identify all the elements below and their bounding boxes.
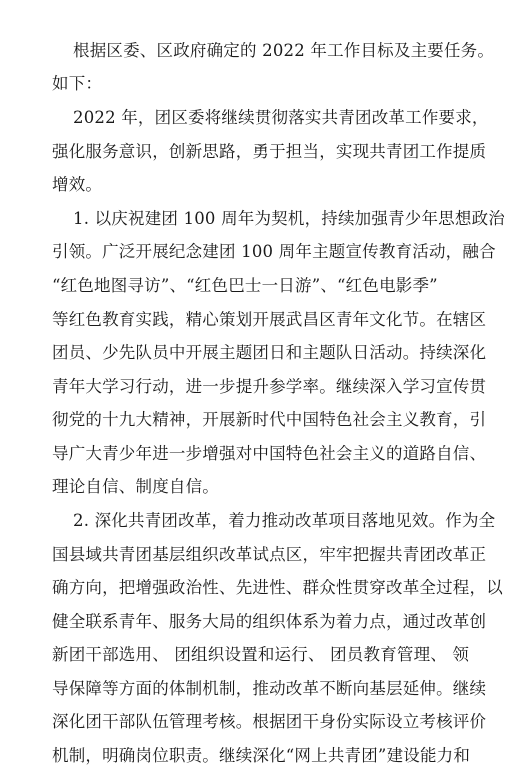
text-line: 等红色教育实践，精心策划开展武昌区青年文化节。在辖区	[52, 310, 487, 329]
text-line: 2022 年，团区委将继续贯彻落实共青团改革工作要求，	[73, 108, 489, 127]
text-line: 增效。	[52, 175, 103, 194]
text-line: 新团干部选用、 团组织设置和运行、 团员教育管理、 领	[52, 645, 470, 664]
text-line: 青年大学习行动，进一步提升参学率。继续深入学习宣传贯	[52, 377, 487, 396]
text-line: 团员、少先队员中开展主题团日和主题队日活动。持续深化	[52, 343, 487, 362]
text-line: 健全联系青年、服务大局的组织体系为着力点，通过改革创	[52, 612, 487, 631]
text-line: 理论自信、制度自信。	[52, 477, 219, 496]
text-line: 导保障等方面的体制机制，推动改革不断向基层延伸。继续	[52, 679, 487, 698]
text-line: 根据区委、区政府确定的 2022 年工作目标及主要任务。	[73, 41, 495, 60]
text-line: 强化服务意识，创新思路，勇于担当，实现共青团工作提质	[52, 142, 487, 161]
text-line: 彻党的十九大精神，开展新时代中国特色社会主义教育，引	[52, 410, 487, 429]
text-line: 国县域共青团基层组织改革试点区，牢牢把握共青团改革正	[52, 545, 487, 564]
text-line: 2. 深化共青团改革，着力推动改革项目落地见效。作为全	[73, 511, 496, 530]
text-line: 引领。广泛开展纪念建团 100 周年主题宣传教育活动，融合	[52, 242, 496, 261]
text-line: 机制，明确岗位职责。继续深化“网上共青团”建设能力和	[52, 746, 471, 765]
text-line: 如下：	[52, 74, 103, 93]
text-line: 确方向，把增强政治性、先进性、群众性贯穿改革全过程，以	[52, 578, 503, 597]
text-line: 导广大青少年进一步增强对中国特色社会主义的道路自信、	[52, 444, 487, 463]
text-line: “红色地图寻访”、“红色巴士一日游”、“红色电影季”	[52, 276, 438, 295]
text-line: 深化团干部队伍管理考核。根据团干身份实际设立考核评价	[52, 712, 487, 731]
text-line: 1. 以庆祝建团 100 周年为契机，持续加强青少年思想政治	[73, 209, 505, 228]
